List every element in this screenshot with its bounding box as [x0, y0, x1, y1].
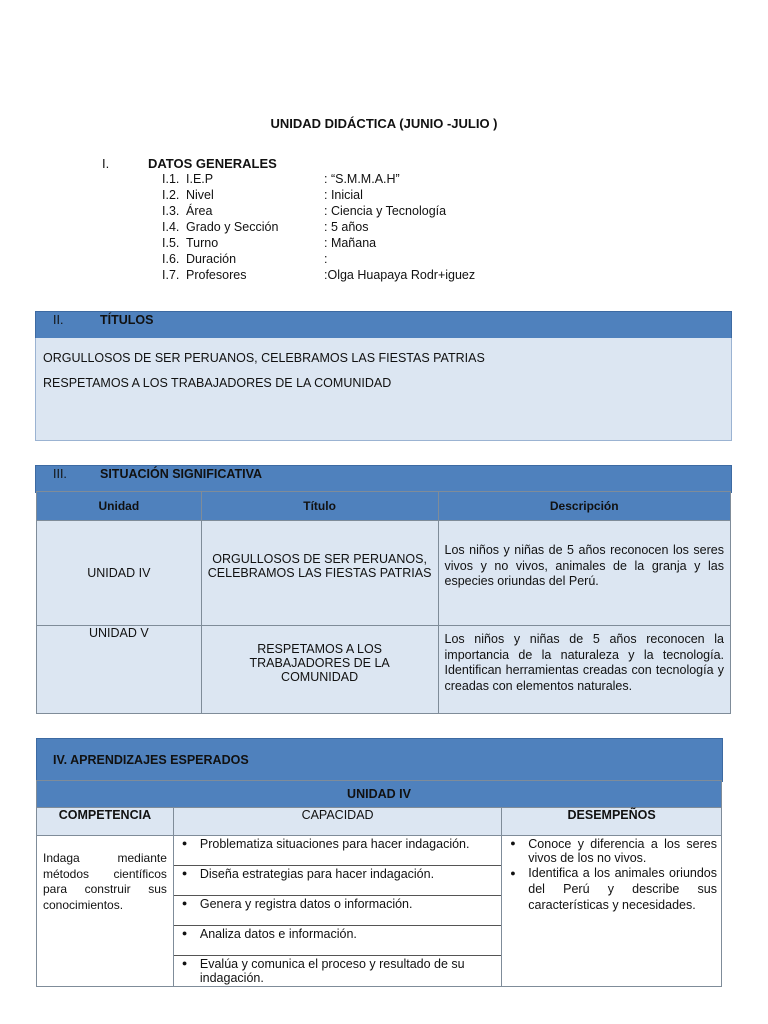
- cell-descripcion: [438, 521, 731, 626]
- section-heading-aprendizajes: IV. APRENDIZAJES ESPERADOS: [53, 753, 249, 767]
- situacion-header: [35, 465, 732, 493]
- datos-row-number: I.5.: [162, 236, 180, 250]
- datos-row-label: Nivel: [186, 188, 214, 202]
- section-heading-titulos: TÍTULOS: [100, 313, 154, 327]
- list-item: ● Conoce y diferencia a los seres vivos de los no vivos.: [502, 836, 717, 865]
- datos-row-number: I.7.: [162, 268, 180, 282]
- datos-row-label: Duración: [186, 252, 237, 266]
- unidad-row: [37, 781, 722, 808]
- list-item: ● Evalúa y comunica el proceso y resultado de su indagación.: [174, 956, 501, 986]
- cell-titulo: [201, 626, 438, 714]
- datos-row-number: I.2.: [162, 188, 180, 202]
- datos-row-number: I.1.: [162, 172, 180, 186]
- datos-row-label: Área: [186, 204, 213, 218]
- titulo-line: ORGULLOSOS DE SER PERUANOS, CELEBRAMOS LAS FIESTAS PATRIAS: [43, 351, 485, 365]
- document-title: UNIDAD DIDÁCTICA (JUNIO -JULIO ): [270, 116, 498, 131]
- list-item: ● Analiza datos e información.: [174, 926, 501, 956]
- column-header-unidad: Unidad: [37, 492, 202, 521]
- datos-row-value: :Olga Huapaya Rodr+iguez: [324, 268, 476, 282]
- list-item: ● Diseña estrategias para hacer indagación.: [174, 866, 501, 896]
- column-header-desempenos: DESEMPEÑOS: [502, 808, 722, 836]
- cell-titulo-text: ORGULLOSOS DE SER PERUANOS, CELEBRAMOS LAS FIESTAS PATRIAS: [207, 552, 432, 580]
- column-header-titulo: Título: [201, 492, 438, 521]
- titulo-line: RESPETAMOS A LOS TRABAJADORES DE LA COMUNIDAD: [43, 376, 392, 390]
- aprendizajes-header: [36, 738, 723, 782]
- situacion-table: [36, 491, 731, 714]
- cell-descripcion-text: Los niños y niñas de 5 años reconocen los seres vivos y no vivos, animales de la granja y las especies oriundas del Perú.: [444, 543, 724, 588]
- column-header-capacidad: CAPACIDAD: [173, 808, 501, 836]
- table-row: [37, 836, 722, 987]
- datos-row-label: I.E.P: [186, 172, 214, 186]
- cell-descripcion: [438, 626, 731, 714]
- table-header-row: [37, 808, 722, 836]
- datos-row-value: : Inicial: [324, 188, 363, 202]
- datos-row-number: I.6.: [162, 252, 180, 266]
- column-header-descripcion: Descripción: [438, 492, 731, 521]
- datos-row-label: Turno: [186, 236, 219, 250]
- titulos-header: [35, 311, 732, 339]
- cell-titulo: [201, 521, 438, 626]
- datos-row-value: :: [324, 252, 328, 266]
- datos-row-label: Profesores: [186, 268, 247, 282]
- table-row: [37, 521, 731, 626]
- section-heading-situacion: SITUACIÓN SIGNIFICATIVA: [100, 467, 263, 481]
- unidad-label: UNIDAD IV: [37, 781, 722, 808]
- list-item: ● Problematiza situaciones para hacer indagación.: [174, 836, 501, 866]
- aprendizajes-table: [36, 780, 722, 987]
- table-header-row: [37, 492, 731, 521]
- titulos-body: [35, 338, 732, 441]
- section-number: I.: [102, 156, 110, 171]
- cell-unidad: UNIDAD IV: [37, 521, 202, 626]
- cell-capacidades: [173, 836, 501, 987]
- list-item: ● Identifica a los animales oriundos del Perú y describe sus características y necesidades.: [502, 865, 717, 913]
- datos-row-value: : Ciencia y Tecnología: [324, 204, 447, 218]
- datos-row-number: I.4.: [162, 220, 180, 234]
- list-item: ● Genera y registra datos o información.: [174, 896, 501, 926]
- datos-row-value: : “S.M.M.A.H”: [324, 172, 400, 186]
- table-row: [37, 626, 731, 714]
- datos-row-label: Grado y Sección: [186, 220, 279, 234]
- cell-desempenos: [502, 836, 722, 987]
- datos-row-number: I.3.: [162, 204, 180, 218]
- section-heading-datos-generales: DATOS GENERALES: [148, 156, 277, 171]
- cell-competencia: Indaga mediante métodos científicos para construir sus conocimientos.: [37, 836, 174, 987]
- cell-titulo-text: RESPETAMOS A LOS TRABAJADORES DE LA COMUNIDAD: [249, 641, 390, 684]
- datos-row-value: : Mañana: [324, 236, 377, 250]
- section-number: III.: [53, 467, 67, 481]
- cell-unidad: [37, 626, 202, 714]
- column-header-competencia: COMPETENCIA: [37, 808, 174, 836]
- desempenos-list: [502, 836, 717, 913]
- capacidades-list: [174, 836, 501, 986]
- datos-row-value: : 5 años: [324, 220, 369, 234]
- section-number: II.: [53, 313, 64, 327]
- cell-unidad-text: UNIDAD V: [88, 626, 149, 640]
- cell-descripcion-text: Los niños y niñas de 5 años reconocen la importancia de la naturaleza y la tecnología. Identifican herramientas creadas con tecnología y creadas con elementos naturales.: [444, 632, 724, 693]
